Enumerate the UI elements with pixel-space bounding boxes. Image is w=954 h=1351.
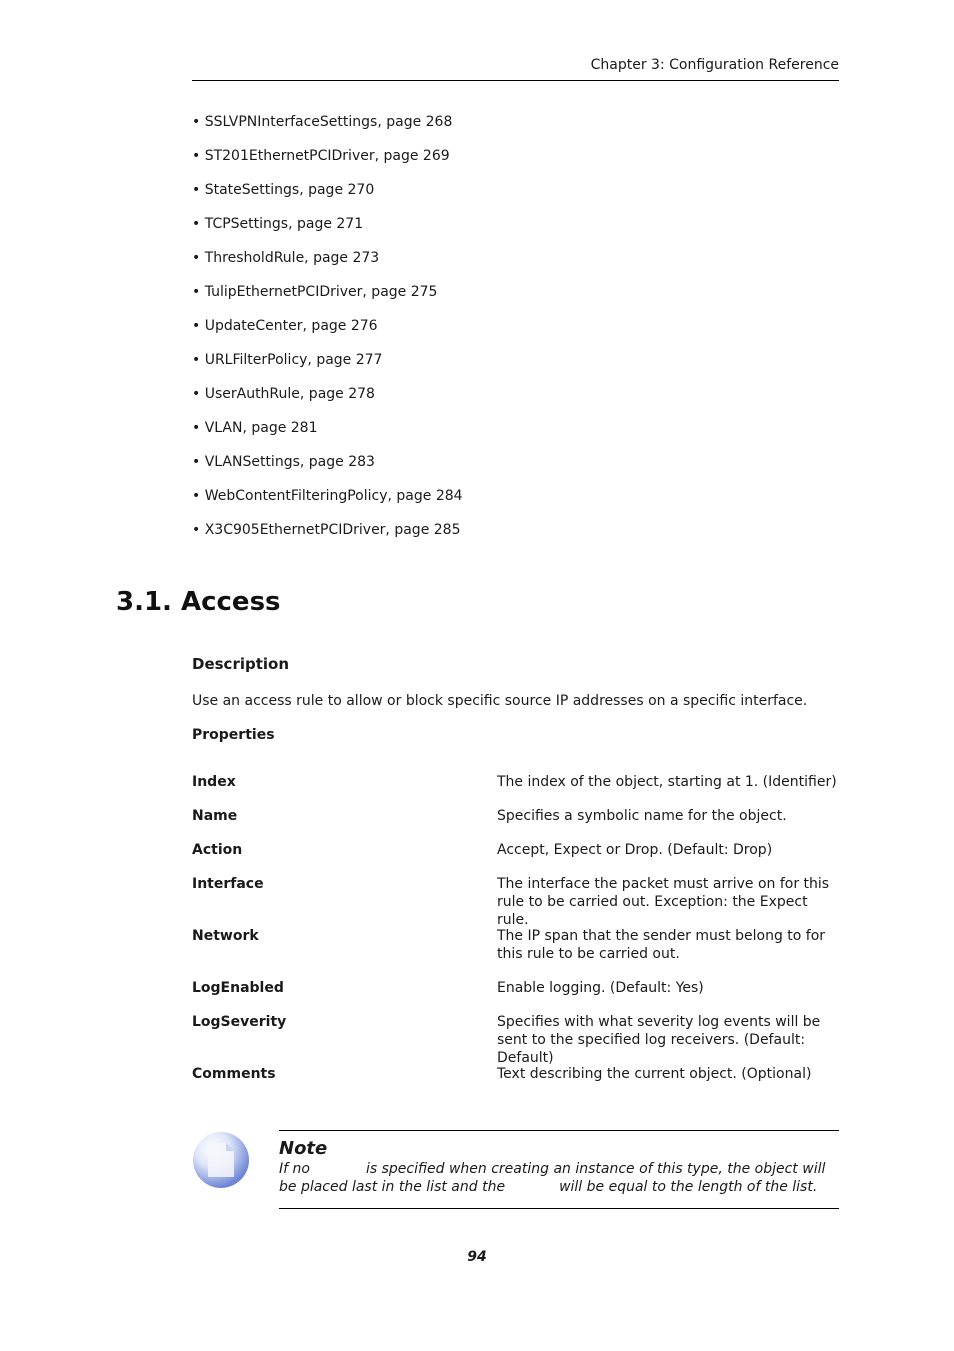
note-text-part: will be equal to the length of the list.: [559, 1179, 818, 1195]
list-item: • VLAN, page 281: [192, 420, 318, 436]
list-item: • X3C905EthernetPCIDriver, page 285: [192, 522, 461, 538]
property-description: The IP span that the sender must belong to for this rule to be carried out.: [497, 928, 826, 962]
list-item: • ST201EthernetPCIDriver, page 269: [192, 148, 450, 164]
description-heading: Description: [192, 655, 290, 673]
description-text: Use an access rule to allow or block specific source IP addresses on a specific interface.: [192, 693, 808, 709]
property-description: The interface the packet must arrive on for this rule to be carried out. Exception: the Expect rule.: [497, 876, 830, 928]
property-description: The index of the object, starting at 1. (Identifier): [497, 774, 837, 790]
note-text: [279, 1160, 839, 1196]
property-description: Enable logging. (Default: Yes): [497, 980, 704, 996]
property-description: Accept, Expect or Drop. (Default: Drop): [497, 842, 773, 858]
properties-heading: Properties: [192, 727, 275, 743]
list-item: • TulipEthernetPCIDriver, page 275: [192, 284, 438, 300]
note-icon: [192, 1131, 250, 1189]
property-name: Name: [192, 808, 238, 824]
property-name: LogEnabled: [192, 980, 284, 996]
note-text-part: If no: [279, 1161, 310, 1177]
property-name: Action: [192, 842, 243, 858]
property-name: Comments: [192, 1066, 276, 1082]
property-description: Specifies a symbolic name for the object.: [497, 808, 787, 824]
note-top-divider: [279, 1130, 839, 1131]
list-item: • WebContentFilteringPolicy, page 284: [192, 488, 463, 504]
property-name: Index: [192, 774, 236, 790]
property-name: Interface: [192, 876, 264, 892]
list-item: • SSLVPNInterfaceSettings, page 268: [192, 114, 453, 130]
list-item: • UpdateCenter, page 276: [192, 318, 378, 334]
note-text-part: is specified when creating an instance of this type, the object will be placed last in the list and the: [279, 1161, 826, 1195]
list-item: • ThresholdRule, page 273: [192, 250, 380, 266]
list-item: • StateSettings, page 270: [192, 182, 375, 198]
note-bottom-divider: [279, 1208, 839, 1209]
property-description: Specifies with what severity log events will be sent to the specified log receivers. (Default: Default): [497, 1014, 821, 1066]
chapter-header: Chapter 3: Configuration Reference: [590, 57, 839, 73]
header-divider: [192, 80, 839, 81]
list-item: • UserAuthRule, page 278: [192, 386, 375, 402]
section-title: 3.1. Access: [116, 587, 281, 617]
list-item: • TCPSettings, page 271: [192, 216, 364, 232]
list-item: • VLANSettings, page 283: [192, 454, 375, 470]
list-item: • URLFilterPolicy, page 277: [192, 352, 383, 368]
property-name: Network: [192, 928, 259, 944]
note-title: Note: [279, 1138, 328, 1159]
property-description: Text describing the current object. (Optional): [497, 1066, 812, 1082]
page-number: 94: [467, 1249, 487, 1265]
property-name: LogSeverity: [192, 1014, 287, 1030]
reference-list: [192, 112, 463, 554]
